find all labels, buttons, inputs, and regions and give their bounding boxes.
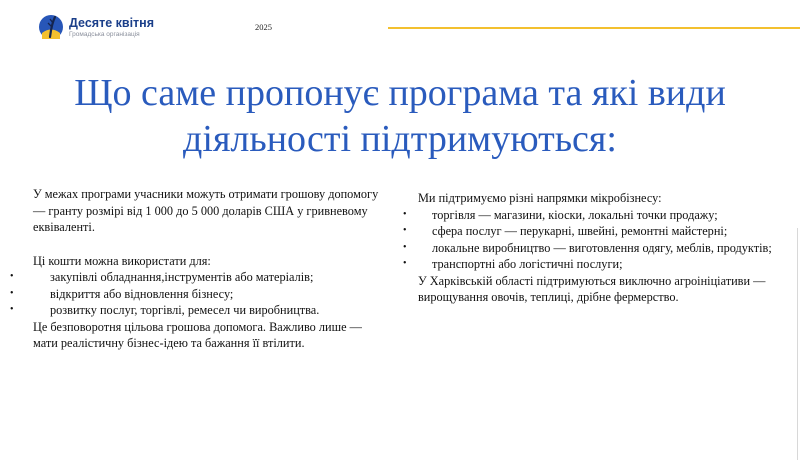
bullet-icon: • (10, 287, 14, 299)
list-item-text: закупівлі обладнання,інструментів або матеріалів; (50, 270, 314, 284)
bullet-icon: • (403, 241, 407, 253)
list-item (403, 240, 778, 257)
slide-title: Що саме пропонує програма та які види діяльності підтримуються: (74, 72, 726, 160)
list-item-text: торгівля — магазини, кіоски, локальні точки продажу; (432, 207, 718, 222)
directions-list (403, 207, 778, 273)
business-directions-column (403, 190, 778, 306)
grant-note: Це безповоротня цільова грошова допомога. Важливо лише — мати реалістичну бізнес-ідею та бажання її втілити. (33, 319, 362, 350)
bullet-icon: • (403, 208, 407, 220)
list-item-text: локальне виробництво — виготовлення одягу, меблів, продуктів; (432, 240, 772, 255)
header-accent-line (388, 27, 800, 29)
list-item (10, 286, 383, 303)
bullet-icon: • (403, 225, 407, 236)
org-logo (38, 14, 168, 44)
grant-info-column (10, 186, 383, 352)
bullet-icon: • (10, 271, 14, 282)
list-item-text: відкриття або відновлення бізнесу; (50, 286, 234, 301)
org-logo-icon (38, 14, 64, 40)
slide-edge-divider (797, 228, 798, 460)
list-item (10, 269, 383, 286)
list-item (403, 256, 778, 273)
org-subtitle: Громадська організація (69, 31, 140, 38)
list-item (403, 207, 778, 224)
uses-heading: Ці кошти можна використати для: (33, 253, 211, 268)
list-item-text: розвитку послуг, торгівлі, ремесел чи виробництва. (50, 303, 320, 317)
uses-list (10, 269, 383, 319)
grant-intro: У межах програми учасники можуть отримати грошову допомогу — гранту розмірі від 1 000 до 5 000 доларів США у гривневому еквіваленті. (33, 187, 379, 234)
list-item-text: транспортні або логістичні послуги; (432, 257, 623, 271)
year-label: 2025 (255, 22, 272, 32)
list-item-text: сфера послуг — перукарні, швейні, ремонтні майстерні; (432, 224, 728, 238)
directions-heading: Ми підтримуємо різні напрямки мікробізнесу: (418, 191, 662, 205)
bullet-icon: • (10, 304, 14, 315)
paragraph-spacer (33, 236, 383, 253)
list-item (403, 223, 778, 240)
kharkiv-region-note: У Харківській області підтримуються виключно агроініціативи — вирощування овочів, теплиці, дрібне фермерство. (418, 273, 766, 304)
bullet-icon: • (403, 258, 407, 269)
list-item (10, 302, 383, 319)
org-name: Десяте квітня (69, 16, 155, 30)
